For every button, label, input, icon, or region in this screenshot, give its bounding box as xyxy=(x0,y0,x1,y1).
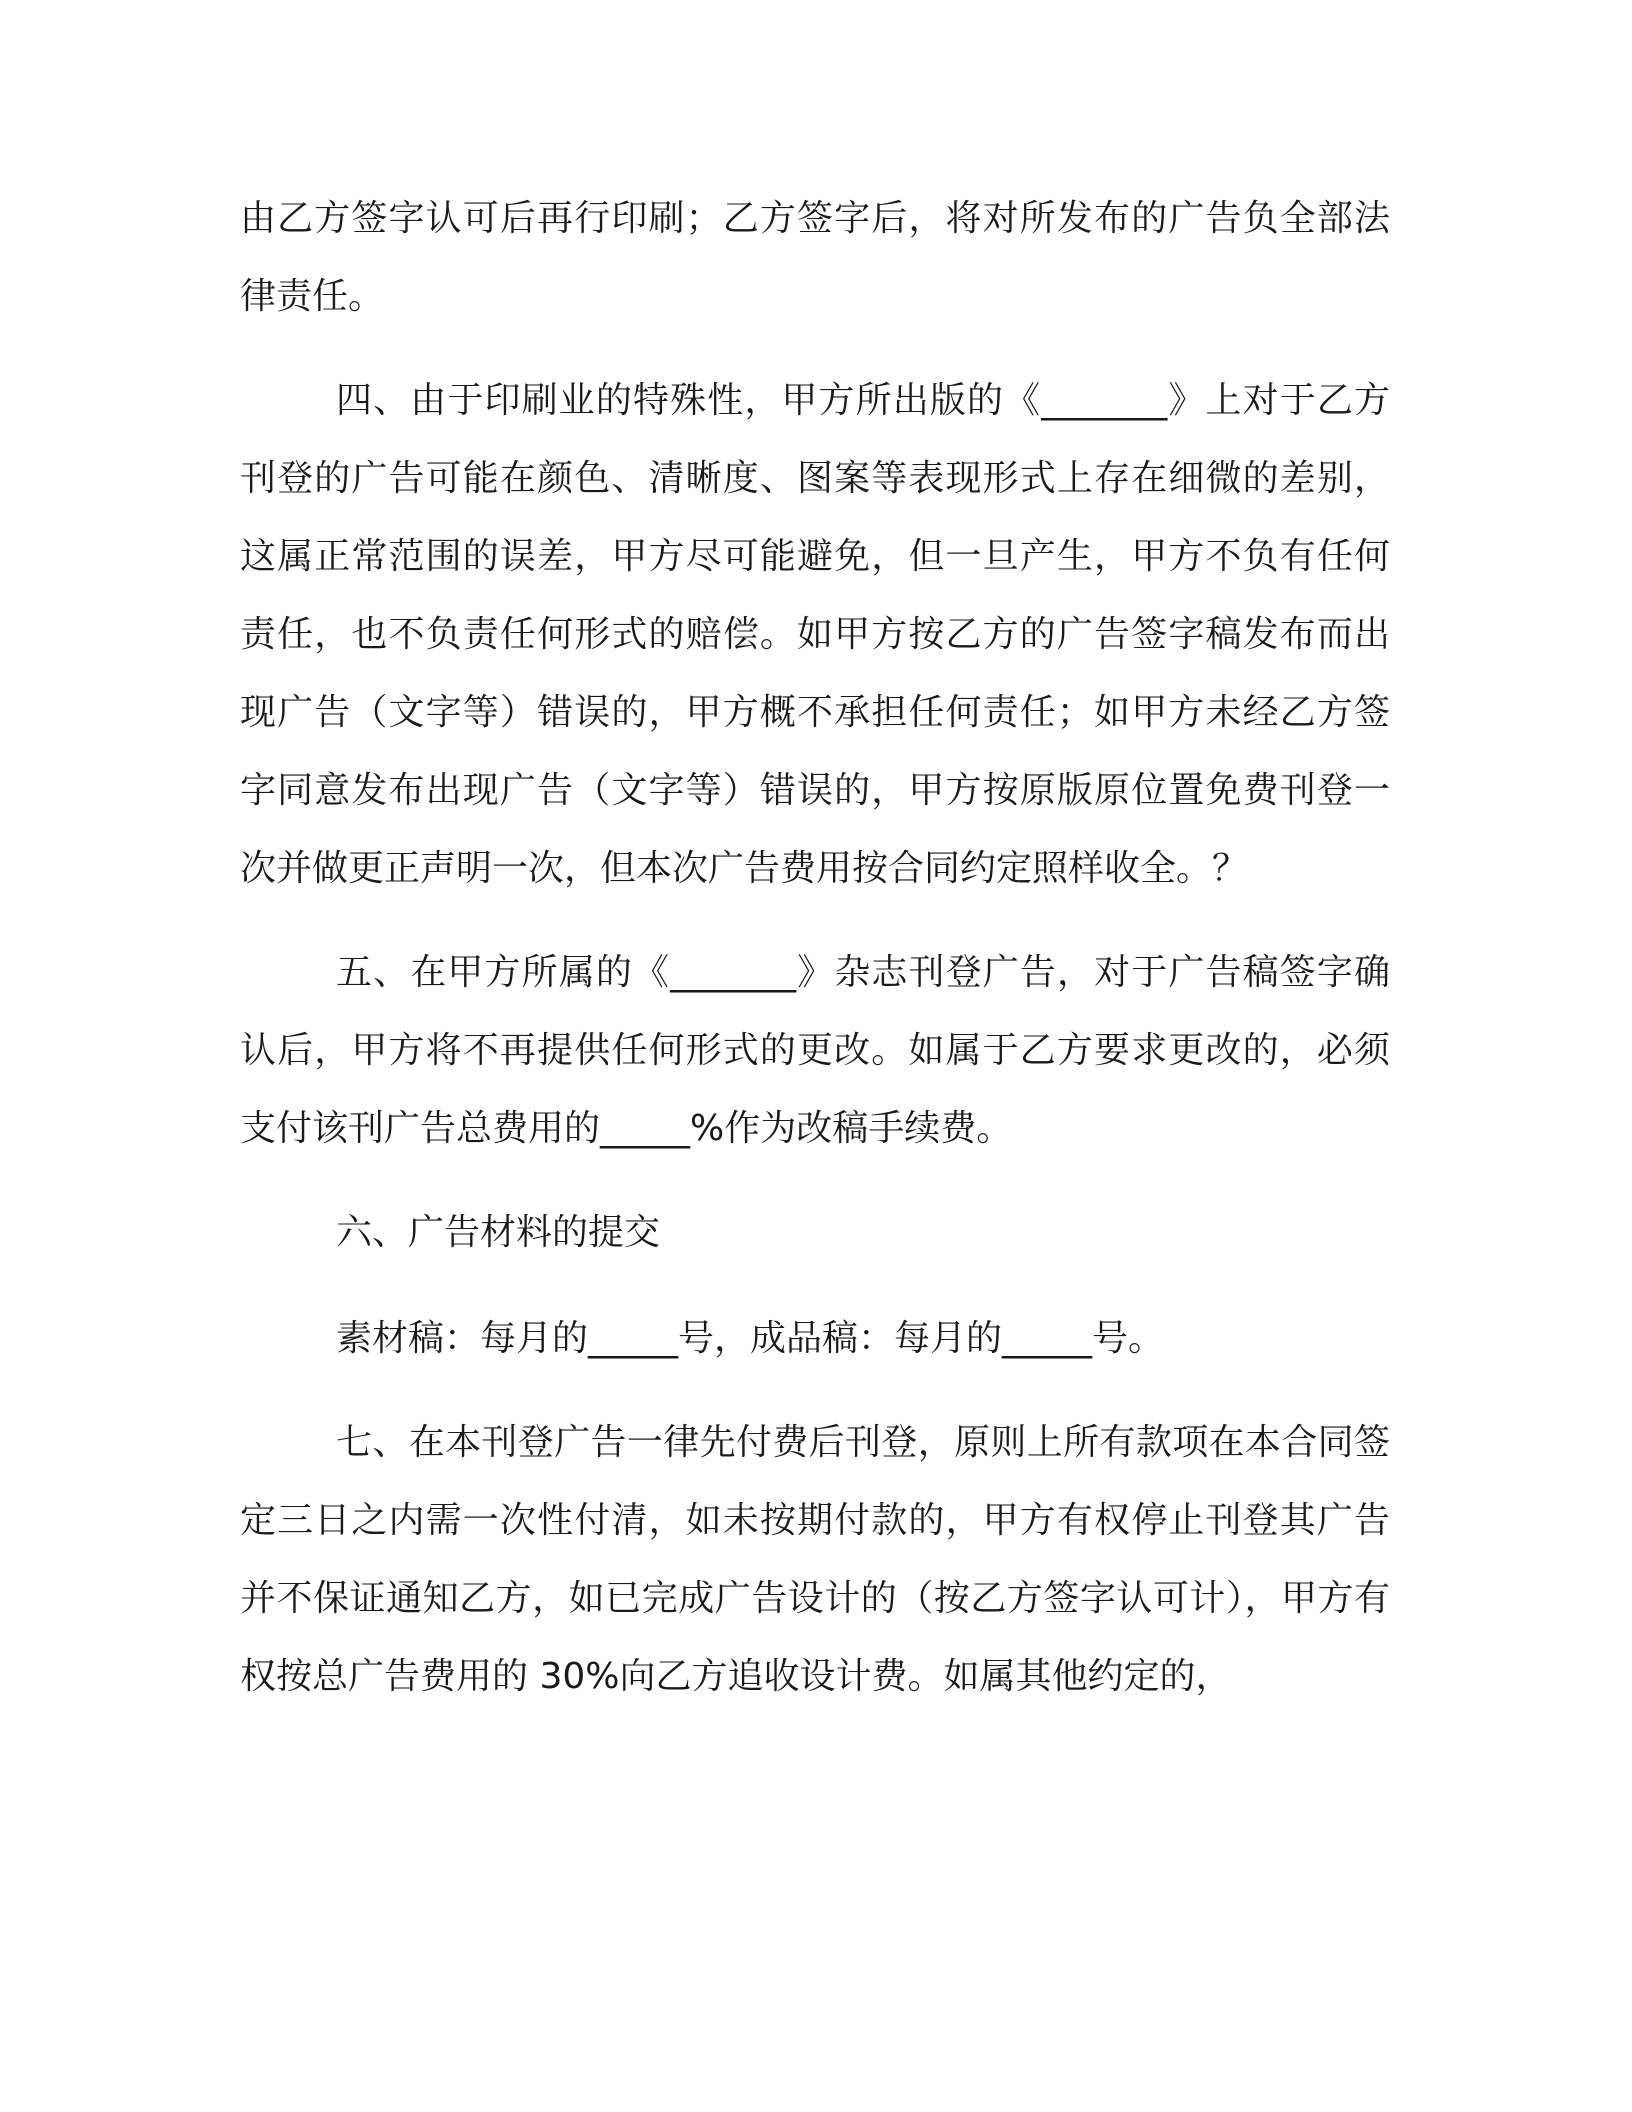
paragraph-clause-7: 七、在本刊登广告一律先付费后刊登，原则上所有款项在本合同签定三日之内需一次性付清，如未按期付款的，甲方有权停止刊登其广告并不保证通知乙方，如已完成广告设计的（按乙方签字认可计），甲方有权按总广告费用的 30%向乙方追收设计费。如属其他约定的， xyxy=(240,1422,1390,1697)
paragraph-clause-6: 六、广告材料的提交 xyxy=(336,1212,661,1253)
paragraph-continuation: 由乙方签字认可后再行印刷；乙方签字后，将对所发布的广告负全部法律责任。 xyxy=(240,198,1390,317)
paragraph-clause-5: 五、在甲方所属的《_______》杂志刊登广告，对于广告稿签字确认后，甲方将不再提供任何形式的更改。如属于乙方要求更改的，必须支付该刊广告总费用的_____%作为改稿手续费。 xyxy=(240,952,1390,1149)
paragraph-clause-4: 四、由于印刷业的特殊性，甲方所出版的《_______》上对于乙方刊登的广告可能在颜色、清晰度、图案等表现形式上存在细微的差别，这属正常范围的误差，甲方尽可能避免，但一旦产生，甲方不负有任何责任，也不负责任何形式的赔偿。如甲方按乙方的广告签字稿发布而出现广告（文字等）错误的，甲方概不承担任何责任；如甲方未经乙方签字同意发布出现广告（文字等）错误的，甲方按原版原位置免费刊登一次并做更正声明一次，但本次广告费用按合同约定照样收全。？ xyxy=(240,380,1390,889)
document-body xyxy=(240,180,1390,1716)
paragraph-clause-6-detail: 素材稿：每月的_____号，成品稿：每月的_____号。 xyxy=(336,1318,1165,1359)
